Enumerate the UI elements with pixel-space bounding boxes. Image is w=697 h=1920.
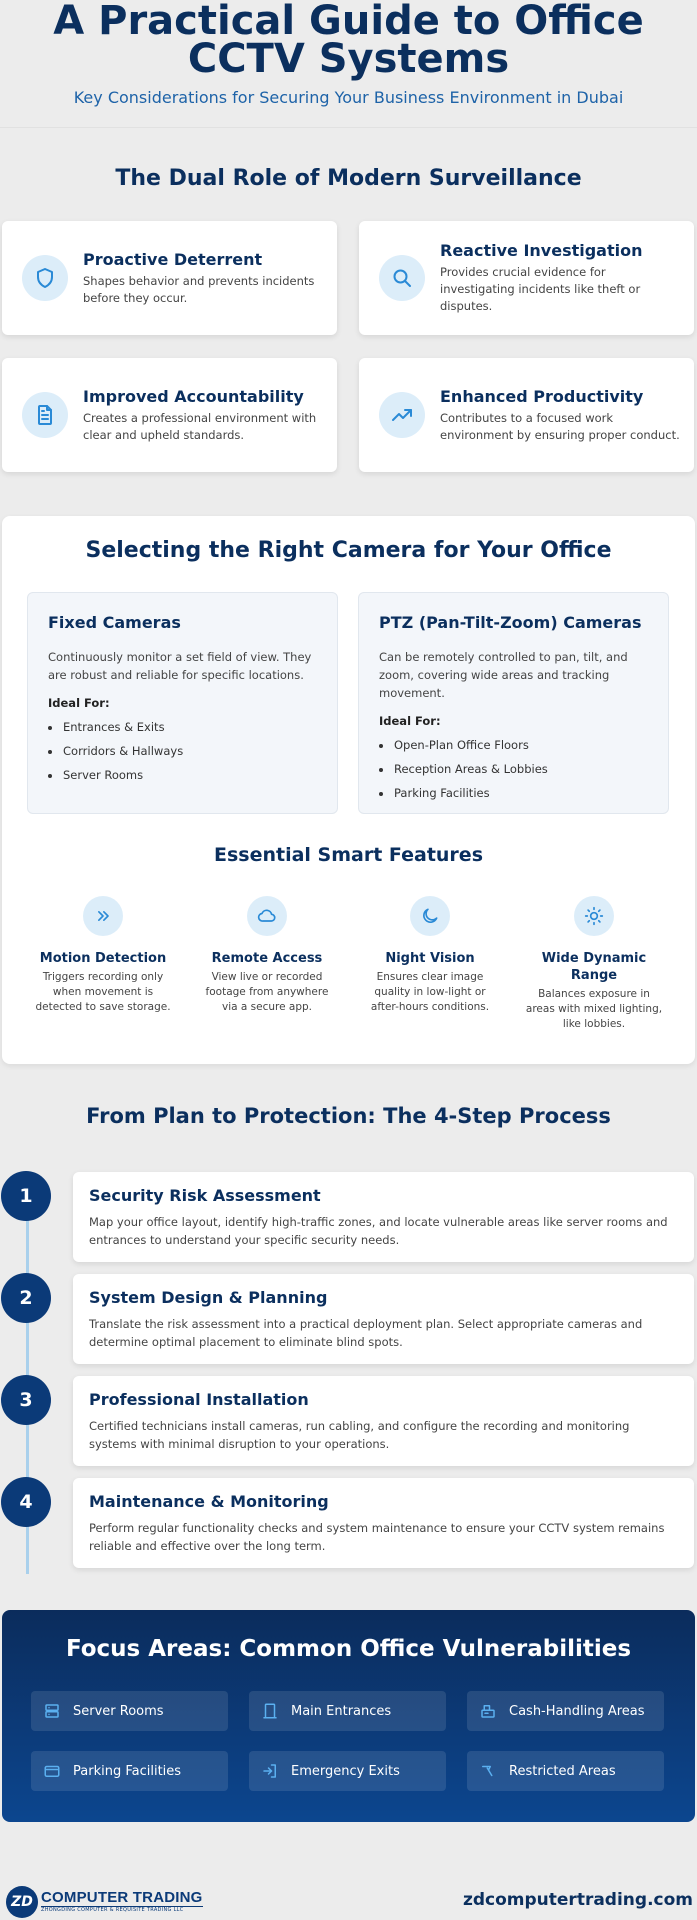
list-item: Corridors & Hallways [48, 744, 317, 758]
role-card-improved-accountability [2, 358, 337, 472]
role-title: Enhanced Productivity [440, 386, 644, 406]
camera-card-fixed [27, 592, 338, 814]
focus-label: Restricted Areas [509, 1763, 616, 1779]
focus-chip-restricted-areas [467, 1751, 664, 1791]
list-item: Entrances & Exits [48, 720, 317, 734]
feature-desc: Ensures clear image quality in low-light or after-hours conditions. [370, 971, 490, 1013]
website-link[interactable]: zdcomputertrading.com [462, 1890, 693, 1910]
logo-subtext: ZHONGDING COMPUTER & REQUISITE TRADING LLC [41, 1906, 203, 1914]
camera-selection-panel [2, 516, 695, 1064]
step-title: System Design & Planning [89, 1288, 328, 1307]
focus-heading: Focus Areas: Common Office Vulnerabilities [65, 1636, 632, 1662]
features-heading: Essential Smart Features [213, 844, 483, 866]
ideal-for-label: Ideal For: [379, 714, 441, 728]
role-card-proactive-deterrent [2, 221, 337, 335]
feature-motion-detection [33, 896, 173, 1015]
server-icon [43, 1702, 61, 1720]
page-title: A Practical Guide to Office CCTV Systems [53, 0, 644, 82]
focus-areas-panel [2, 1610, 695, 1822]
page-subtitle: Key Considerations for Securing Your Business Environment in Dubai [73, 88, 624, 107]
trending-up-icon [379, 392, 425, 438]
feature-night-vision [360, 896, 500, 1015]
register-icon [479, 1702, 497, 1720]
step-card-risk-assessment [73, 1172, 694, 1262]
step-number-badge: 4 [1, 1477, 51, 1527]
step-card-installation [73, 1376, 694, 1466]
restricted-icon [479, 1762, 497, 1780]
step-card-design-planning [73, 1274, 694, 1364]
feature-title: Motion Detection [39, 951, 167, 966]
feature-desc: Triggers recording only when movement is detected to save storage. [35, 971, 171, 1013]
list-item: Server Rooms [48, 768, 317, 782]
feature-desc: Balances exposure in areas with mixed lighting, like lobbies. [525, 988, 663, 1030]
role-desc: Shapes behavior and prevents incidents before they occur. [83, 273, 315, 305]
focus-label: Server Rooms [73, 1703, 164, 1719]
camera-desc: Can be remotely controlled to pan, tilt, and zoom, covering wide areas and tracking movement. [379, 650, 628, 700]
role-title: Reactive Investigation [440, 241, 643, 260]
camera-desc: Continuously monitor a set field of view. They are robust and reliable for specific locations. [48, 650, 312, 682]
step-desc: Perform regular functionality checks and system maintenance to ensure your CCTV system remains reliable and effective over the long term. [89, 1521, 665, 1553]
focus-label: Main Entrances [291, 1703, 392, 1719]
step-desc: Translate the risk assessment into a practical deployment plan. Select appropriate cameras and determine optimal placement to eliminate blind spots. [89, 1317, 643, 1349]
feature-title: Remote Access [211, 951, 323, 966]
step-number-badge: 3 [1, 1375, 51, 1425]
role-card-enhanced-productivity [359, 358, 694, 472]
logo-mark: ZD [6, 1886, 38, 1918]
camera-title: Fixed Cameras [48, 613, 181, 632]
door-icon [261, 1702, 279, 1720]
step-card-maintenance [73, 1478, 694, 1568]
step-title: Professional Installation [89, 1390, 309, 1409]
ideal-for-label: Ideal For: [48, 696, 110, 710]
focus-label: Cash-Handling Areas [509, 1703, 645, 1719]
double-chevron-icon [83, 896, 123, 936]
feature-wide-dynamic-range [524, 896, 664, 1032]
role-title: Proactive Deterrent [83, 249, 263, 269]
search-icon [379, 255, 425, 301]
camera-heading: Selecting the Right Camera for Your Office [85, 538, 612, 563]
focus-chip-cash-handling [467, 1691, 664, 1731]
ideal-for-list [48, 720, 317, 782]
list-item: Open-Plan Office Floors [379, 738, 648, 752]
feature-remote-access [197, 896, 337, 1015]
list-item: Reception Areas & Lobbies [379, 762, 648, 776]
step-desc: Map your office layout, identify high-traffic zones, and locate vulnerable areas like server rooms and entrances to understand your specific security needs. [89, 1215, 668, 1247]
step-number-badge: 1 [1, 1171, 51, 1221]
focus-label: Emergency Exits [291, 1763, 400, 1779]
exit-icon [261, 1762, 279, 1780]
shield-icon [22, 255, 68, 301]
focus-chip-parking [31, 1751, 228, 1791]
focus-chip-main-entrances [249, 1691, 446, 1731]
ideal-for-list [379, 738, 648, 800]
page-header [0, 0, 697, 128]
step-desc: Certified technicians install cameras, run cabling, and configure the recording and monitoring systems with minimal disruption to your operations. [89, 1419, 630, 1451]
step-number-badge: 2 [1, 1273, 51, 1323]
step-title: Security Risk Assessment [89, 1186, 321, 1205]
role-desc: Provides crucial evidence for investigating incidents like theft or disputes. [440, 265, 641, 313]
car-icon [43, 1762, 61, 1780]
step-title: Maintenance & Monitoring [89, 1492, 329, 1511]
dual-role-heading: The Dual Role of Modern Surveillance [115, 166, 582, 191]
role-desc: Creates a professional environment with clear and upheld standards. [83, 410, 317, 442]
camera-card-ptz [358, 592, 669, 814]
feature-desc: View live or recorded footage from anywhere via a secure app. [205, 971, 329, 1013]
focus-chip-emergency-exits [249, 1751, 446, 1791]
company-logo [6, 1886, 203, 1918]
sun-icon [574, 896, 614, 936]
role-card-reactive-investigation [359, 221, 694, 335]
feature-title: Night Vision [385, 951, 475, 966]
process-heading: From Plan to Protection: The 4-Step Process [86, 1104, 611, 1128]
list-item: Parking Facilities [379, 786, 648, 800]
role-desc: Contributes to a focused work environment by ensuring proper conduct. [440, 410, 680, 442]
feature-title: Wide Dynamic Range [541, 951, 647, 983]
focus-label: Parking Facilities [73, 1763, 182, 1779]
cloud-icon [247, 896, 287, 936]
focus-chip-server-rooms [31, 1691, 228, 1731]
role-title: Improved Accountability [83, 386, 304, 406]
document-icon [22, 392, 68, 438]
logo-text: COMPUTER TRADING [41, 1889, 203, 1906]
camera-title: PTZ (Pan-Tilt-Zoom) Cameras [379, 613, 642, 632]
moon-icon [410, 896, 450, 936]
